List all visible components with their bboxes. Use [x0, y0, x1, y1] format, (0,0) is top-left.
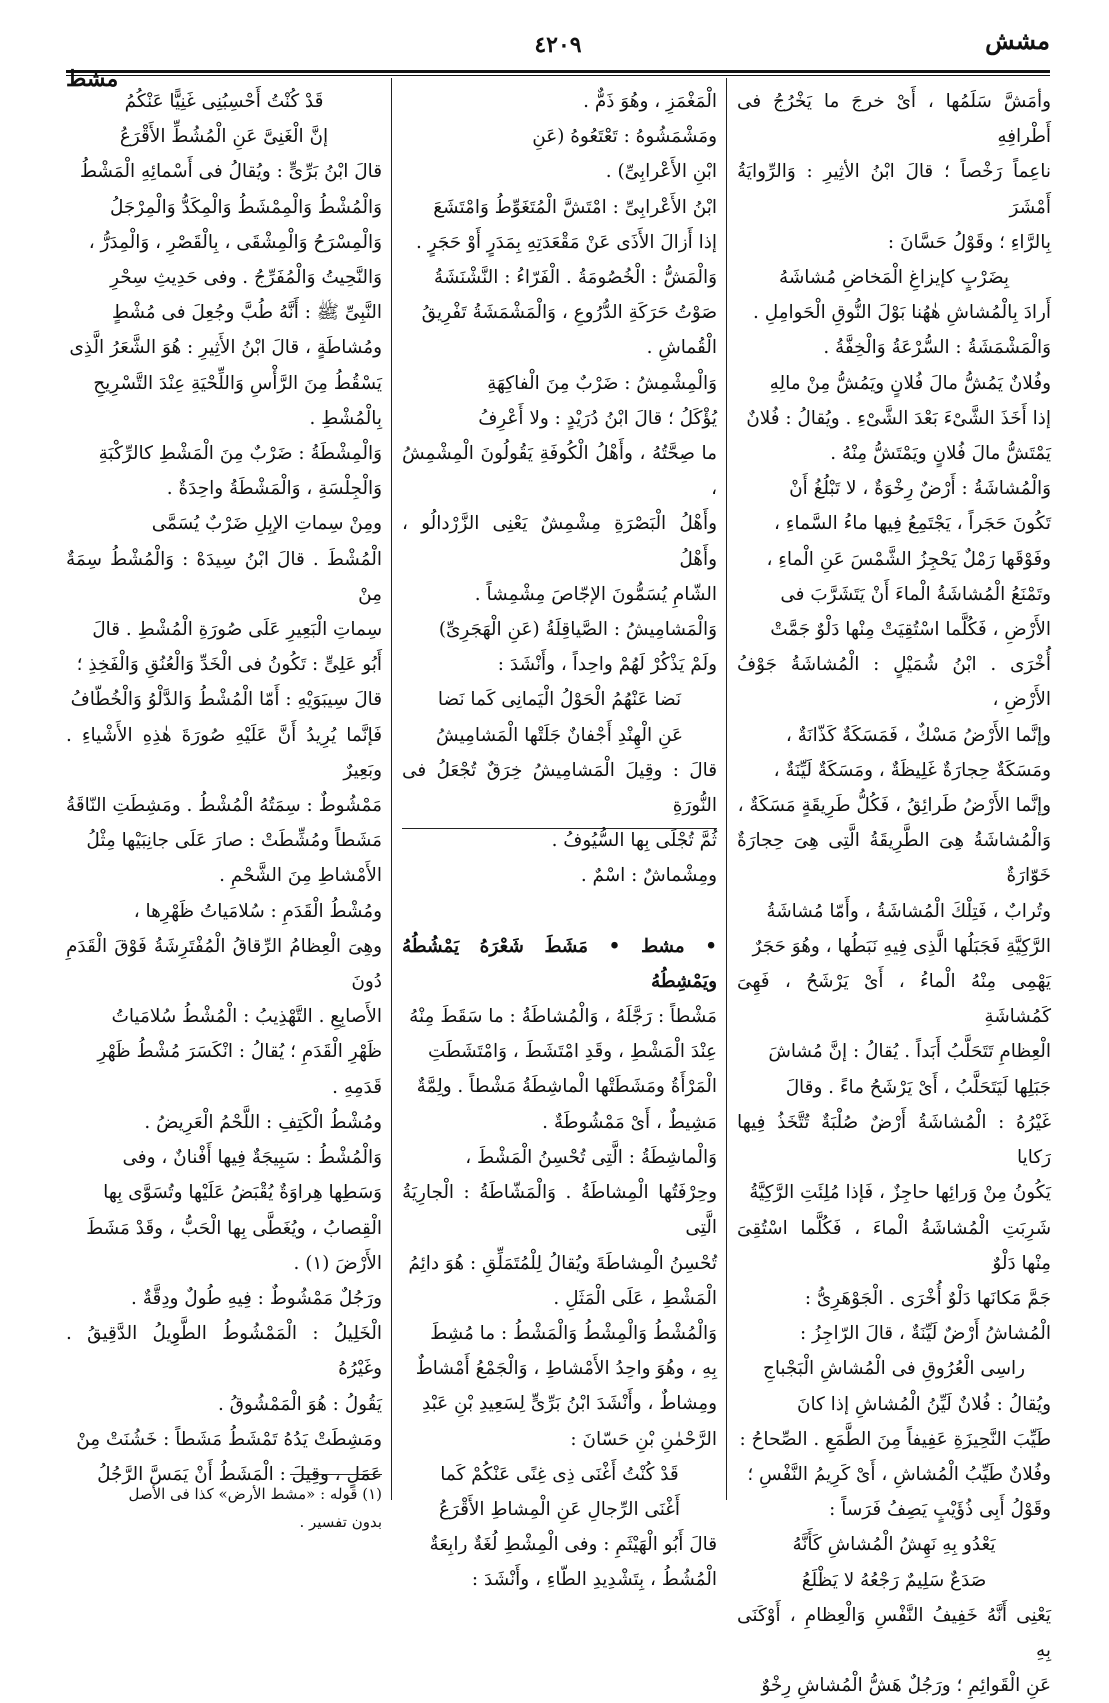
text-line: ومَشْمَشُوهُ : تَعْتَعُوهُ (عَنِ: [532, 126, 717, 148]
text-line: غَيْرُهُ : الْمُشاشَةُ أَرْضٌ صُلْبَةٌ تُتَّخَذُ فِيها رَكايا: [737, 1111, 1051, 1169]
verse-line: يَعْدُو بِهِ نَهِشُ الْمُشاشِ كَأَنَّهُ: [792, 1534, 996, 1556]
text-line: ومُشْطُ الْقَدَمِ : سُلامَياتُ ظَهْرِها ،: [133, 900, 382, 922]
text-line: قالَ : وقِيلَ الْمَشامِيشُ خِرَقٌ تُجْعَلُ فى النُّورَةِ: [402, 759, 717, 817]
text-line: وَالْمُشْطُ : سَبِيجَةٌ فِيها أَفْنانٌ ، وفى: [122, 1147, 382, 1169]
text-line: شَرِبَتِ الْمُشاشَةُ الْماءَ ، فَكُلَّما اسْتُقِىَ مِنْها دَلْوٌ: [737, 1217, 1051, 1274]
page-number: ٤٢٠٩: [534, 32, 582, 58]
text-line: مَشَطاً ومُشِّطَتْ : صارَ عَلَى جانِبَيْها مِثْلُ: [86, 830, 382, 852]
text-line: فَإنَّما يُرِيدُ أَنَّ عَلَيْهِ صُورَةَ هٰذِهِ الأَشْياءِ . وبَعِيرٌ: [66, 724, 382, 781]
text-line: إذا أَزالَ الأَذَى عَنْ مَقْعَدَتِهِ بِمَدَرٍ أَوْ حَجَرٍ .: [416, 231, 717, 253]
text-line: يُؤْكَلُ ؛ قالَ ابْنُ دُرَيْدٍ : ولا أَعْرِفُ: [478, 407, 717, 429]
footnote-line: (١) قوله : «مشط الأرض» كذا فى الأصل: [128, 1485, 382, 1503]
verse-line: قَدْ كُنْتُ أَغْنَى ذِى غِنًى عَنْكُمْ كَما: [440, 1463, 679, 1485]
text-line: وَالنَّحِيتُ وَالْمُفَرِّجُ . وفى حَدِيثِ سِحْرِ: [110, 267, 382, 289]
text-line: الأَمْشاطِ مِنَ الشَّحْمِ .: [219, 865, 382, 887]
verse-line: عَنِ الْهِنْدِ أَجْفانٌ جَلَتْها الْمَشامِيشُ: [436, 724, 683, 746]
text-line: ظَهْرِ الْقَدَمِ ؛ يُقالُ : انْكَسَرَ مُشْطُ ظَهْرِ: [97, 1041, 382, 1063]
text-line: الأَصابِعِ . التَّهْذِيبُ : الْمُشْطُ سُلامَياتُ: [111, 1006, 382, 1028]
text-line: وفُلانٌ يَمُشُّ مالَ فُلانٍ ويَمُشُّ مِنْ مالِهِ: [769, 372, 1051, 394]
text-line: وَالْجِلْسَةِ ، وَالْمَشْطَةُ واحِدَةٌ .: [166, 478, 382, 500]
verse-line: أَغْنَى الرِّجالِ عَنِ الْمِشاطِ الأَقْرَعُ: [438, 1498, 681, 1520]
text-line: الْقُماشِ .: [646, 337, 717, 359]
header-rule: [66, 70, 1050, 73]
text-line: ابْنُ الأَعْرابِىِّ : امْتَشَّ الْمُتَغَوِّطُ وَامْتَشَعَ: [433, 196, 717, 218]
header-rule-thin: [66, 75, 1050, 76]
verse-line: صَدَعٌ سَلِيمٌ رَجْعُهُ لا يَظْلَعُ: [801, 1569, 987, 1591]
text-line: وتُرابٌ ، فَتِلْكَ الْمُشاشَةُ ، وأَمّا مُشاشَةُ: [766, 900, 1051, 922]
text-line: وَالْمِشْمِشُ : ضَرْبٌ مِنَ الْفاكِهَةِ: [487, 372, 717, 394]
column-right: [737, 84, 1051, 1697]
text-line: تُحْسِنُ الْمِشاطَةَ ويُقالُ لِلْمُتَمَلِّقِ : هُوَ دائِمُ: [408, 1252, 717, 1274]
text-line: الْمَشْطِ ، عَلَى الْمَثَلِ .: [553, 1287, 717, 1309]
text-line: إذا أَخَذَ الشَّىْءَ بَعْدَ الشَّىْءِ . ويُقالُ : فُلانٌ: [746, 407, 1051, 429]
text-line: يَكُونُ مِنْ وَرائِها حاجِزٌ ، فَإذا مُلِئَتِ الرَّكِيَّةُ: [749, 1182, 1051, 1204]
text-line: ابْنِ الأَعْرابِىِّ) .: [605, 161, 717, 183]
verse-line: راسِى الْعُرُوقِ فى الْمُشاشِ الْبَجْباجِ: [762, 1358, 1026, 1380]
text-line: ومِشْماشٌ : اسْمٌ .: [580, 865, 717, 887]
text-line: الْمَرْأَةُ ومَشَطَتْها الْماشِطَةُ مَشْطاً . ولِمَّةٌ: [416, 1076, 717, 1098]
text-line: بِالْمُشْطِ .: [309, 407, 382, 429]
text-line: وَالْمِشْطَةُ : ضَرْبٌ مِنَ الْمَشْطِ كالرِّكْبَةِ: [98, 443, 382, 465]
text-line: الْمُشْطَ . قالَ ابْنُ سِيدَهْ : وَالْمُشْطُ سِمَةٌ مِنْ: [66, 548, 382, 605]
text-line: ومَسَكَةٌ حِجارَةٌ غَلِيظَةٌ ، ومَسَكَةٌ لَيِّنَةٌ ،: [773, 759, 1051, 781]
text-line: وَالْمُشْطُ وَالْمِشْطُ وَالْمَشْطُ : ما مُشِطَ: [430, 1322, 717, 1344]
verse-line: قَدْ كُنْتُ أَحْسِبُنِى غَنِيًّا عَنْكُمُ: [124, 91, 324, 112]
column-divider-right: [726, 78, 727, 1500]
text-line: وإنَّما الأَرْضُ مَسْكٌ ، فَمَسَكَةٌ كَذّانَةٌ ،: [785, 724, 1051, 746]
text-line: ورَجُلٌ مَمْشُوطٌ : فِيهِ طُولٌ ودِقَّةٌ .: [131, 1287, 382, 1309]
text-line: عَمَلٍ ، وقِيلَ : الْمَشَطُ أَنْ يَمَسَّ الرَّجُلُ: [97, 1463, 382, 1485]
text-line: ما صِحَّتُهُ ، وأَهْلُ الْكُوفَةِ يَقُولُونَ الْمِشْمِشُ ،: [402, 443, 717, 500]
footnote-line: بدون تفسير .: [299, 1513, 382, 1531]
entry-separator: [402, 828, 717, 829]
text-line: أَرادَ بِالْمُشاشِ هٰهُنا بَوْلَ النُّوقِ الْحَوامِلِ .: [753, 302, 1051, 324]
text-line: ومَشِطَتْ يَدُهُ تَمْشَطُ مَشَطاً : خَشُنَتْ مِنْ: [76, 1428, 382, 1450]
text-line: ومُشاطَةٍ ، قالَ ابْنُ الأَثِيرِ : هُوَ الشَّعَرُ الَّذِى: [69, 337, 382, 359]
text-line: بِالرَّاءِ ؛ وقَوْلُ حَسَّانَ :: [887, 231, 1051, 253]
text-line: الشّامِ يُسَمُّونَ الإجّاصَ مِشْمِشاً .: [474, 583, 717, 605]
entry-heading-line: • مشط • مَشَطَ شَعْرَهُ يَمْشُطُهُ ويَمْشِطُهُ: [402, 935, 717, 992]
text-line: وفَوْقَها رَمْلٌ يَحْجِزُ الشَّمْسَ عَنِ الْماءِ ،: [766, 548, 1051, 570]
text-line: ومِشاطٌ ، وأَنْشَدَ ابْنُ بَرِّىٍّ لِسَعِيدِ بْنِ عَبْدِ: [421, 1393, 717, 1415]
text-line: وفُلانٌ طَيِّبُ الْمُشاشِ ، أَىْ كَرِيمُ النَّفْسِ ؛: [747, 1463, 1051, 1485]
text-line: وَالْمُشْطُ وَالْمِمْشَطُ وَالْمِكَدُّ وَالْمِرْجَلُ: [109, 196, 382, 218]
header-root-word-left: مشط: [66, 66, 119, 92]
text-line: وقَوْلُ أَبِى ذُؤَيْبٍ يَصِفُ فَرَساً :: [829, 1499, 1051, 1521]
text-line: وَالْمُشاشَةُ هِىَ الطَّرِيقَةُ الَّتِى هِىَ حِجارَةٌ خَوّارَةٌ: [737, 830, 1051, 887]
text-line: يَعْنِى أَنَّهُ خَفِيفُ النَّفْسِ وَالْعِظامِ ، أَوْكَنَى بِهِ: [737, 1604, 1051, 1661]
text-line: وهِىَ الْعِظامُ الرِّقاقُ الْمُفْتَرِشَةُ فَوْقَ الْقَدَمِ دُونَ: [66, 935, 382, 993]
text-line: وَالْمِسْرَحُ وَالْمِشْقَى ، بِالْقَصْرِ ، وَالْمِدَرُّ ،: [88, 231, 382, 253]
text-line: الرَّكِيَّةِ فَجَبَلُها الَّذِى فِيهِ نَبَطُها ، وهُوَ حَجَرٌ: [752, 935, 1051, 957]
footnote: [66, 1480, 382, 1536]
text-line: الْمَغْمَزِ ، وهُوَ ذَمٌّ .: [583, 91, 717, 112]
text-line: مَشْطاً : رَجَّلَهُ ، وَالْمُشاطَةُ : ما سَقَطَ مِنْهُ: [409, 1006, 717, 1028]
footnote-rule: [290, 1474, 382, 1475]
text-line: أَبُو عَلِىٍّ : تَكُونُ فى الْخَدِّ وَالْعُنُقِ وَالْفَخِذِ ؛: [76, 654, 382, 676]
text-line: وَالْمَشُّ : الْخُصُومَةُ . الْفَرّاءُ : النَّشْنَشَةُ: [433, 267, 717, 289]
text-line: وتَمْنَعُ الْمُشاشَةُ الْماءَ أَنْ يَتَشَرَّبَ فى: [780, 583, 1051, 605]
column-left: [66, 84, 382, 1485]
text-line: عَنِ الْقَوائِمِ ؛ ورَجُلٌ هَشُّ الْمُشاشِ رِخْوٌ: [761, 1675, 1051, 1697]
text-line: جَبَلِها لَيَتَحَلَّبُ ، أَىْ يَرْشَحُ ماءً . وقالَ: [785, 1076, 1051, 1098]
text-line: الْقِصابُ ، ويُغَطَّى بِها الْحَبُّ ، وقَدْ مَشَطَ: [86, 1217, 382, 1239]
text-line: جَمَّ مَكانَها دَلْوٌ أُخْرَى . الْجَوْهَرِىُّ :: [804, 1287, 1051, 1309]
text-line: الْخَلِيلُ : الْمَمْشُوطُ الطَّوِيلُ الدَّقِيقُ . وغَيْرُهُ: [66, 1323, 382, 1380]
text-line: قالَ ابْنُ بَرِّىٍّ : ويُقالُ فى أَسْمائِهِ الْمَشْطُ: [79, 161, 382, 183]
text-line: يَقُولُ : هُوَ الْمَمْشُوقُ .: [217, 1393, 382, 1415]
text-line: مَمْشُوطٌ : سِمَتُهُ الْمُشْطُ . ومَشِطَتِ النّاقَةُ: [66, 795, 382, 817]
text-line: ناعِماً رَخْصاً ؛ قالَ ابْنُ الأثِيرِ : وَالرِّوايَةُ أَمْشَرَ: [737, 161, 1051, 218]
text-line: النَّبِىِّ ﷺ : أَنَّهُ طُبَّ وجُعِلَ فى مُشْطٍ: [111, 302, 382, 324]
text-line: الْمُشاشُ أَرْضٌ لَيِّنَةٌ ، قالَ الرّاجِزُ :: [799, 1323, 1051, 1345]
text-line: ومُشْطُ الْكَتِفِ : اللَّحْمُ الْعَرِيضُ .: [144, 1111, 382, 1133]
text-line: قالَ أَبُو الْهَيْثَمِ : وفى الْمِشْطِ لُغَةٌ رابِعَةٌ: [429, 1534, 717, 1556]
text-line: يَمْتَشُّ مالَ فُلانٍ ويَمْتَشُّ مِنْهُ .: [830, 443, 1051, 465]
text-line: بِهِ ، وهُوَ واحِدُ الأَمْشاطِ ، وَالْجَمْعُ أَمْشاطٌ: [415, 1358, 717, 1380]
column-divider-left: [391, 78, 392, 1500]
entry-gap: [402, 894, 717, 929]
text-line: وَالْمَشامِيشُ : الصَّياقِلَةُ (عَنِ الْهَجَرِىِّ): [438, 619, 717, 641]
header-root-word-right: مشش: [985, 26, 1050, 55]
verse-line: إنَّ الْغَنِىَّ عَنِ الْمُشُطِّ الأَقْرَعُ: [119, 126, 329, 148]
text-line: ومِنْ سِماتِ الإبِلِ ضَرْبٌ يُسَمَّى: [151, 513, 382, 535]
text-line: ثُمَّ تُجْلَى بِها السُّيُوفُ .: [551, 830, 717, 852]
text-line: وَالْمَشْمَشَةُ : السُّرْعَةُ وَالْخِفَّةُ .: [823, 337, 1051, 359]
text-line: وإنَّما الأَرْضُ طَرائِقُ ، فَكُلُّ طَرِيقَةٍ مَسَكَةٌ ،: [737, 795, 1051, 817]
text-line: وأَهْلُ الْبَصْرَةِ مِشْمِشٌ يَعْنِى الزَّرْدالُو ، وأَهْلُ: [402, 513, 717, 570]
text-line: الْمُشُطُ ، بِتَشْدِيدِ الطّاءِ ، وأَنْشَدَ :: [471, 1569, 717, 1591]
text-line: تَكُونَ حَجَراً ، يَجْتَمِعُ فِيها ماءُ السَّماءِ ،: [773, 513, 1051, 535]
text-line: عِنْدَ الْمَشْطِ ، وقَدِ امْتَشَطَ ، وَامْتَشَطَتِ: [428, 1041, 717, 1063]
text-line: وَالْماشِطَةُ : الَّتِى تُحْسِنُ الْمَشْطَ ،: [465, 1146, 717, 1168]
text-line: مَشِيطٌ ، أَىْ مَمْشُوطَةٌ .: [542, 1111, 717, 1133]
text-line: وحِرْفَتُها الْمِشاطَةُ . وَالْمَشّاطَةُ : الْجارِيَةُ الَّتِى: [402, 1182, 717, 1239]
text-line: وَالْمُشاشَةُ : أَرْضٌ رِخْوَةٌ ، لا تَبْلُغُ أَنْ: [789, 478, 1051, 500]
text-line: الأَرْضَ (١) .: [293, 1252, 382, 1274]
text-line: الأَرْضِ ، فَكُلَّما اسْتُقِيَتْ مِنْها دَلْوٌ جَمَّتْ: [770, 619, 1051, 641]
text-line: ويُقالُ : فُلانٌ لَيِّنُ الْمُشاشِ إذا كانَ: [796, 1393, 1051, 1415]
text-line: وأمَشَّ سَلَمُها ، أَىْ خرجَ ما يَخْرُجُ فى أَطْرافِهِ: [737, 91, 1051, 148]
verse-line: بِضَرْبٍ كإيزاغِ الْمَخاضِ مُشاشَهُ: [779, 267, 1009, 289]
text-line: يَسْقُطُ مِنَ الرَّأْسِ وَاللِّحْيَةِ عِنْدَ التَّسْرِيحِ: [93, 372, 382, 394]
text-line: أُخْرَى . ابْنُ شُمَيْلٍ : الْمُشاشَةُ جَوْفُ الأَرْضِ ،: [737, 654, 1051, 711]
text-line: قالَ سِيبَوَيْهِ : أَمّا الْمُشْطُ وَالدَّلْوُ وَالْخُطّافُ: [70, 689, 382, 711]
text-line: سِماتِ الْبَعِيرِ عَلَى صُورَةِ الْمُشْطِ . قالَ: [92, 619, 382, 641]
page-header: [66, 20, 1050, 92]
text-line: ولَمْ يَذْكُرْ لَهُمْ واحِداً ، وأَنْشَدَ :: [497, 654, 717, 676]
verse-line: نَضا عَنْهُمُ الْحَوْلُ الْيَمانِى كَما نَضا: [437, 689, 682, 711]
text-line: وَسَطِها هِراوَةٌ يُقْبَضُ عَلَيْها وتُسَوَّى بِها: [103, 1182, 382, 1204]
text-line: الْعِظامِ تَتَحَلَّبُ أَبَداً . يُقالُ : إنَّ مُشاشَ: [768, 1041, 1051, 1063]
text-line: الرَّحْمٰنِ بْنِ حَسّانَ :: [570, 1428, 717, 1450]
text-line: طَيِّبَ النَّحِيزَةِ عَفِيفاً مِنَ الطَّمَعِ . الصِّحاحُ :: [739, 1428, 1051, 1450]
text-line: يَهْمِى مِنْهُ الْماءُ ، أَىْ يَرْشَحُ ، فَهِىَ كَمُشاشَةِ: [737, 971, 1051, 1028]
text-line: صَوْتُ حَرَكَةِ الدُّرُوعِ ، وَالْمَشْمَشَةُ تَفْرِيقُ: [421, 302, 717, 324]
column-middle: [402, 84, 717, 1591]
text-line: قَدَمِهِ .: [332, 1076, 382, 1098]
